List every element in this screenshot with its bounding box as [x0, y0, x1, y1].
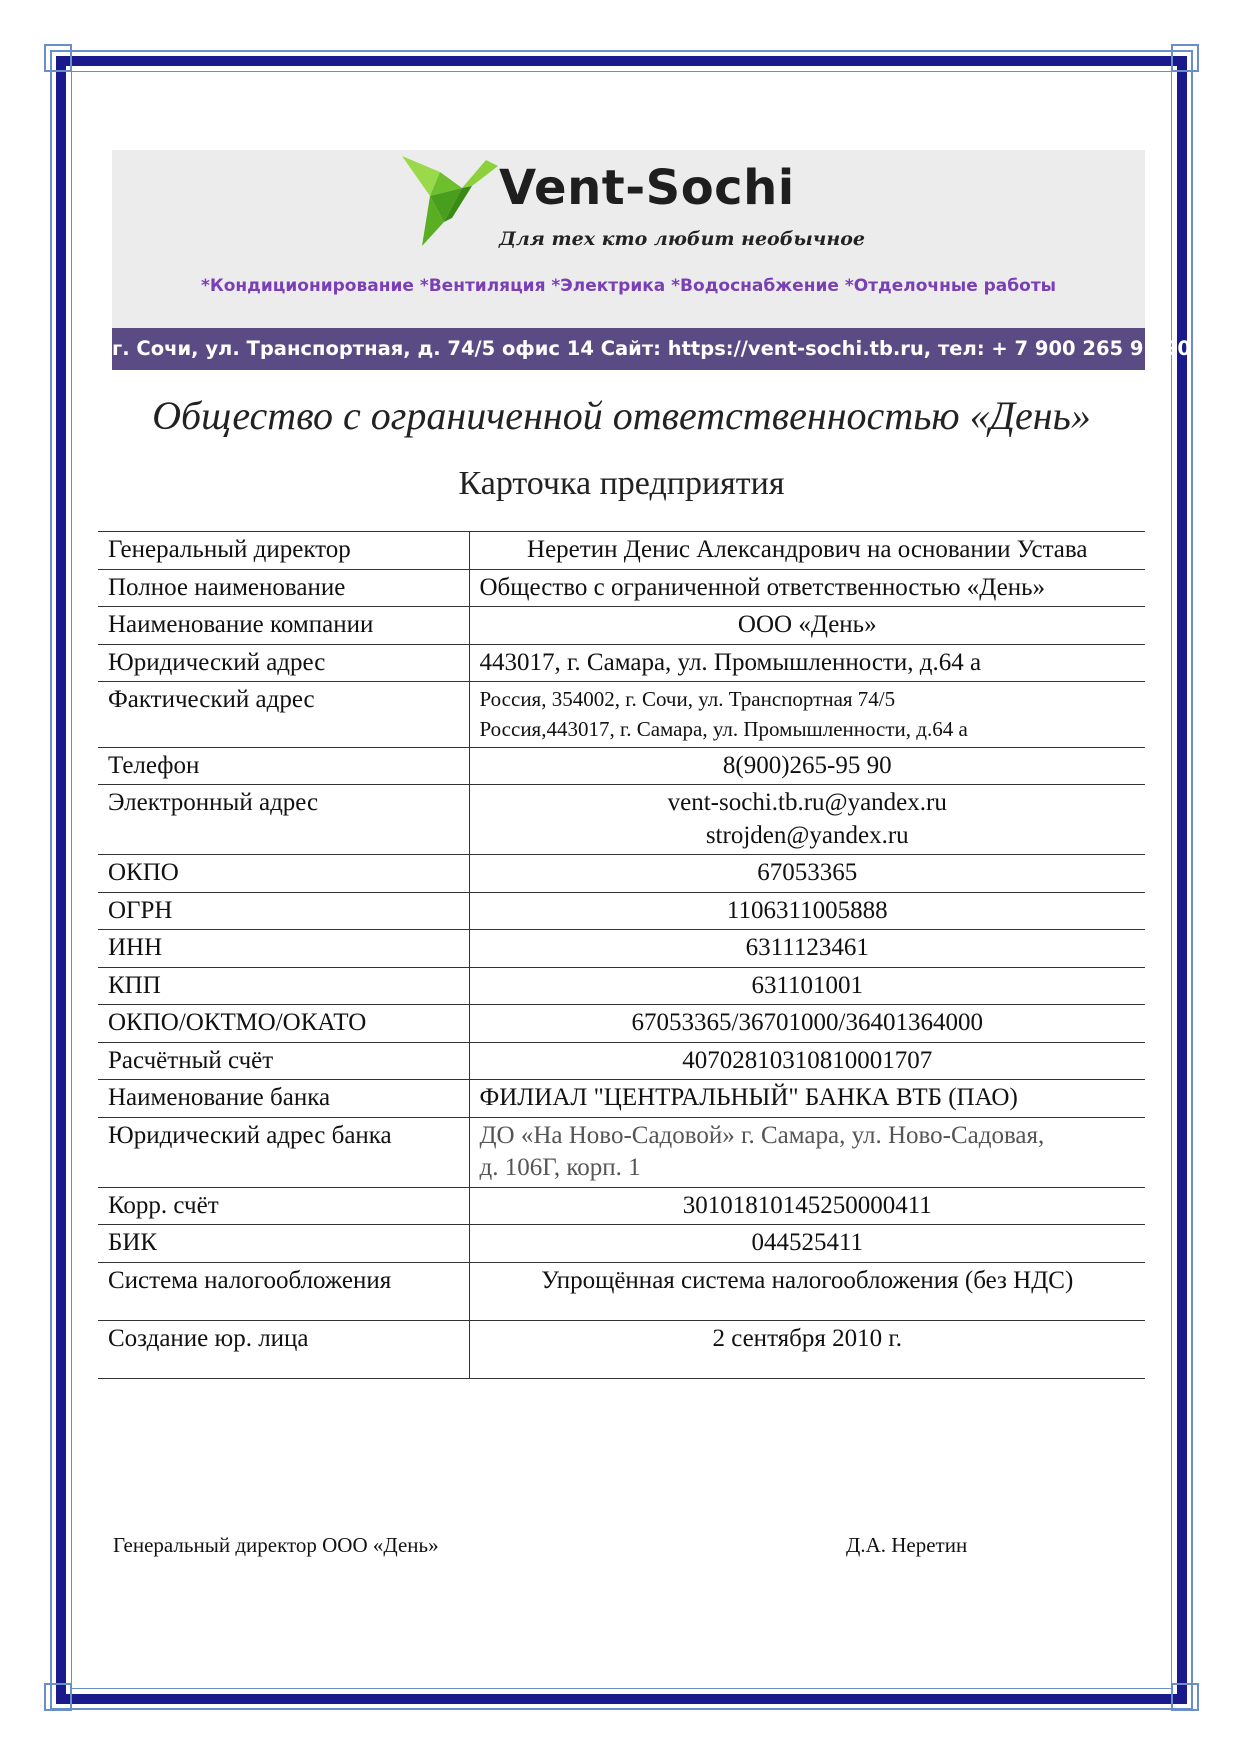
table-row	[98, 1117, 1145, 1187]
table-row	[98, 930, 1145, 968]
address-line: Россия, 354002, г. Сочи, ул. Транспортная 74/5	[479, 687, 896, 711]
table-row	[98, 644, 1145, 682]
row-label: Наименование банка	[98, 1080, 469, 1118]
bank-address-line: ДО «На Ново-Садовой» г. Самара, ул. Ново-Садовая,	[479, 1121, 1045, 1149]
green-bird-origami-icon	[400, 152, 500, 248]
address-line: Россия,443017, г. Самара, ул. Промышленности, д.64 а	[479, 717, 968, 742]
row-label: Телефон	[98, 747, 469, 785]
contacts-bar: г. Сочи, ул. Транспортная, д. 74/5 офис 14 Сайт: https://vent-sochi.tb.ru, тел: + 7 900 265 95 90	[112, 328, 1145, 370]
email-line: strojden@yandex.ru	[705, 821, 909, 849]
table-row	[98, 532, 1145, 570]
row-label: ОГРН	[98, 892, 469, 930]
border-corner-ornament	[1171, 44, 1199, 72]
row-value: 044525411	[469, 1225, 1145, 1263]
row-label: Полное наименование	[98, 569, 469, 607]
requisites-table	[98, 531, 1145, 1379]
border-corner-ornament	[44, 1683, 72, 1711]
border-corner-ornament	[44, 44, 72, 72]
signature-name: Д.А. Неретин	[846, 1533, 968, 1557]
row-value	[469, 1117, 1145, 1187]
table-row	[98, 1320, 1145, 1378]
row-label: Наименование компании	[98, 607, 469, 645]
row-value: Неретин Денис Александрович на основании Устава	[469, 532, 1145, 570]
table-row	[98, 1225, 1145, 1263]
table-row	[98, 785, 1145, 855]
organization-title: Общество с ограниченной ответственностью «День»	[152, 393, 1091, 438]
services-list: *Кондиционирование *Вентиляция *Электрика *Водоснабжение *Отделочные работы	[200, 276, 1057, 296]
table-row	[98, 1080, 1145, 1118]
table-row	[98, 892, 1145, 930]
row-value: 67053365	[469, 855, 1145, 893]
table-row	[98, 569, 1145, 607]
table-row	[98, 1262, 1145, 1320]
row-label: Расчётный счёт	[98, 1042, 469, 1080]
row-value: 67053365/36701000/36401364000	[469, 1005, 1145, 1043]
company-banner	[112, 150, 1191, 370]
row-value: 6311123461	[469, 930, 1145, 968]
row-value: 40702810310810001707	[469, 1042, 1145, 1080]
row-label: Генеральный директор	[98, 532, 469, 570]
row-value	[469, 785, 1145, 855]
row-value: 30101810145250000411	[469, 1187, 1145, 1225]
email-line: vent-sochi.tb.ru@yandex.ru	[667, 789, 947, 817]
row-label: Фактический адрес	[98, 682, 469, 748]
row-value: 1106311005888	[469, 892, 1145, 930]
table-row	[98, 682, 1145, 748]
row-value	[469, 682, 1145, 748]
row-label: Создание юр. лица	[98, 1320, 469, 1378]
row-label: КПП	[98, 967, 469, 1005]
row-value: 443017, г. Самара, ул. Промышленности, д.64 а	[469, 644, 1145, 682]
table-row	[98, 1005, 1145, 1043]
row-label: ОКПО	[98, 855, 469, 893]
brand-slogan: Для тех кто любит необычное	[499, 228, 865, 250]
row-label: Юридический адрес	[98, 644, 469, 682]
table-row	[98, 747, 1145, 785]
bank-address-line: д. 106Г, корп. 1	[479, 1154, 641, 1182]
row-label: Система налогообложения	[98, 1262, 469, 1320]
row-value: 8(900)265-95 90	[469, 747, 1145, 785]
row-value: Упрощённая система налогообложения (без НДС)	[469, 1262, 1145, 1320]
row-label: Электронный адрес	[98, 785, 469, 855]
row-label: ОКПО/ОКТМО/ОКАТО	[98, 1005, 469, 1043]
row-value: 2 сентября 2010 г.	[469, 1320, 1145, 1378]
table-row	[98, 607, 1145, 645]
row-label: Юридический адрес банка	[98, 1117, 469, 1187]
table-row	[98, 855, 1145, 893]
table-row	[98, 1187, 1145, 1225]
border-corner-ornament	[1171, 1683, 1199, 1711]
card-title: Карточка предприятия	[458, 465, 785, 502]
row-value: ФИЛИАЛ "ЦЕНТРАЛЬНЫЙ" БАНКА ВТБ (ПАО)	[469, 1080, 1145, 1118]
signature-position: Генеральный директор ООО «День»	[113, 1533, 439, 1557]
row-label: БИК	[98, 1225, 469, 1263]
table-row	[98, 1042, 1145, 1080]
table-row	[98, 967, 1145, 1005]
row-value: Общество с ограниченной ответственностью «День»	[469, 569, 1145, 607]
row-value: ООО «День»	[469, 607, 1145, 645]
row-label: Корр. счёт	[98, 1187, 469, 1225]
row-value: 631101001	[469, 967, 1145, 1005]
row-label: ИНН	[98, 930, 469, 968]
brand-name: Vent-Sochi	[499, 160, 795, 216]
